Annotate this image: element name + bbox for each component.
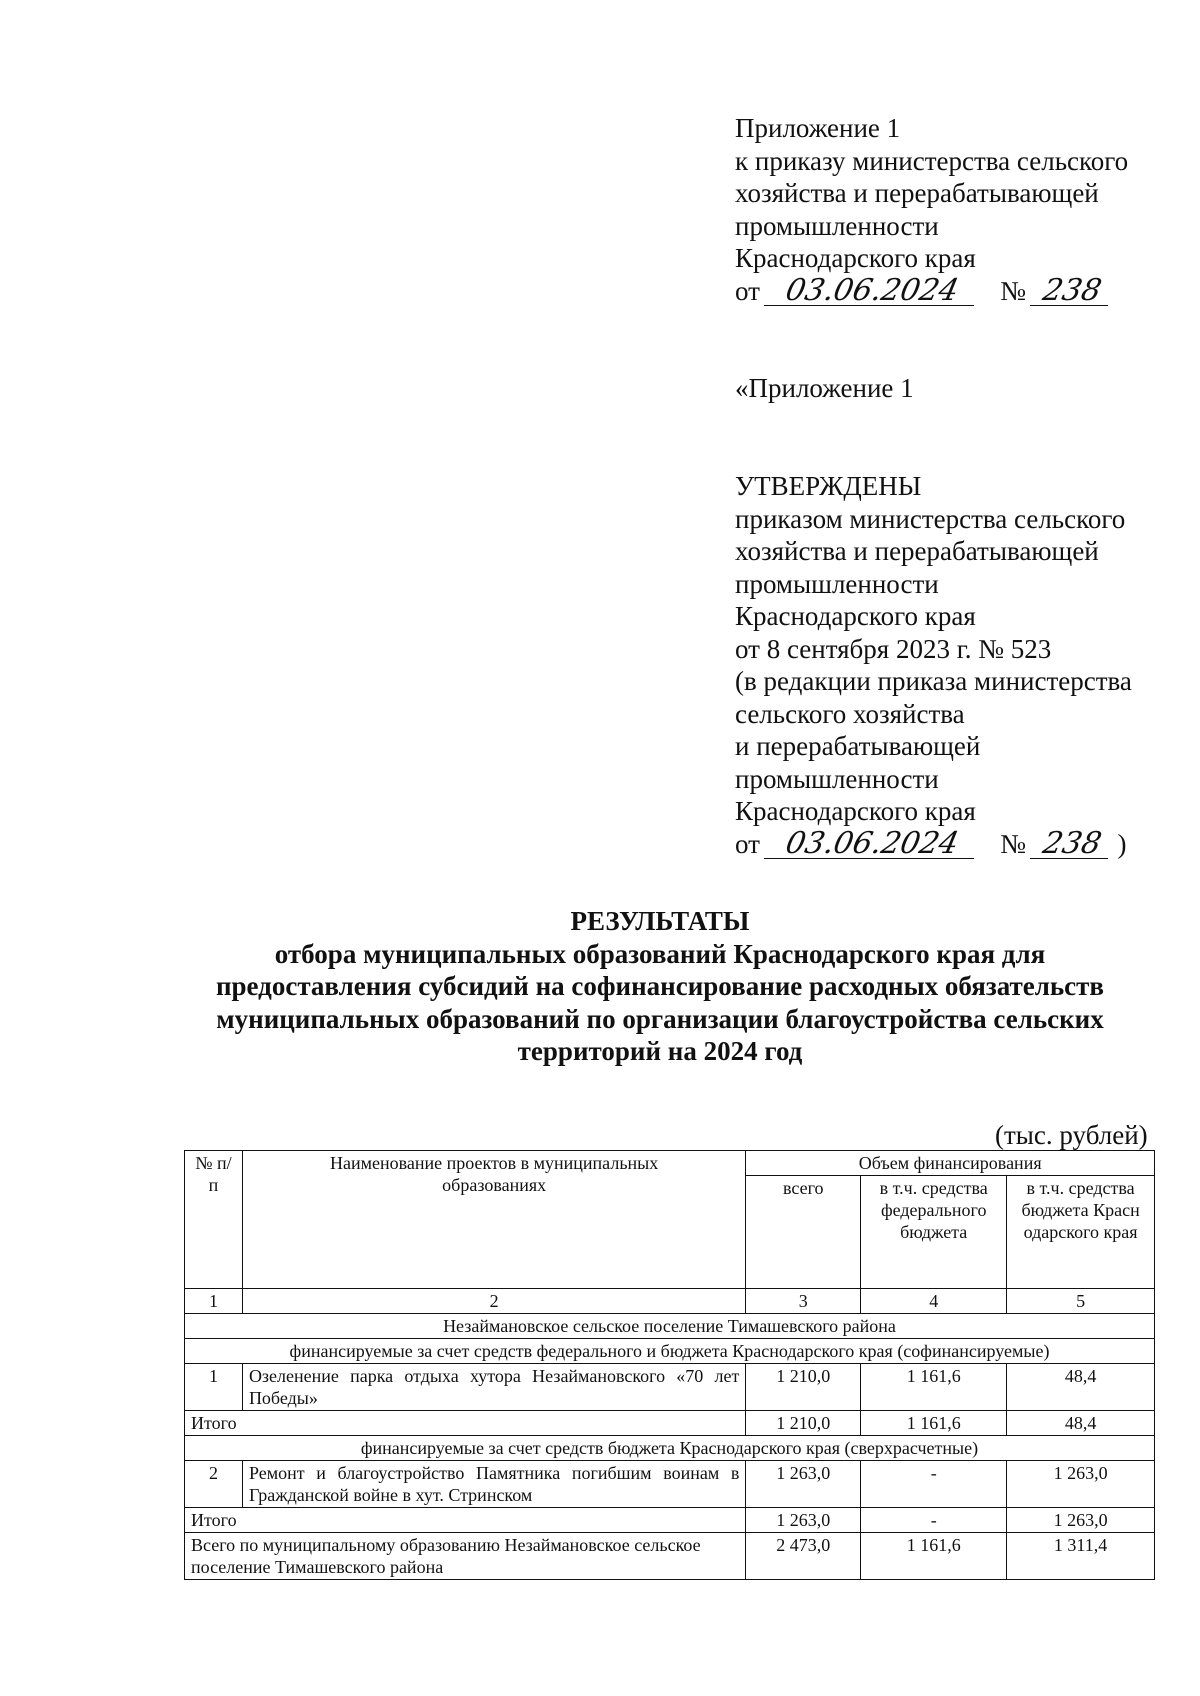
attachment-line: к приказу министерства сельского (735, 145, 1129, 176)
subtotal-federal: 1 161,6 (861, 1411, 1007, 1436)
municipality-row (185, 1314, 1155, 1339)
row-total: 1 263,0 (746, 1461, 861, 1508)
handwritten-number: 238 (1030, 277, 1114, 306)
municipality-name: Незаймановское сельское поселение Тимашевского района (185, 1314, 1155, 1339)
title-line: предоставления субсидий на софинансирование расходных обязательств (215, 971, 1105, 1001)
quote-line: «Приложение 1 (735, 373, 914, 403)
row-federal: 1 161,6 (861, 1364, 1007, 1411)
approved-line: и перерабатывающей (735, 731, 981, 761)
column-number-row (185, 1289, 1155, 1314)
header-funding: Объем финансирования (746, 1151, 1155, 1176)
section-title-row (185, 1436, 1155, 1461)
col-number: 4 (861, 1289, 1007, 1314)
header-name: Наименование проектов в муниципальных образованиях (242, 1151, 745, 1289)
title-heading: РЕЗУЛЬТАТЫ (570, 906, 750, 936)
approved-line: сельского хозяйства (735, 698, 965, 729)
table-row (185, 1461, 1155, 1508)
approved-line: (в редакции приказа министерства (735, 666, 1132, 696)
approved-line: приказом министерства сельского (735, 503, 1126, 534)
approved-heading: УТВЕРЖДЕНЫ (735, 471, 922, 501)
row-name: Ремонт и благоустройство Памятника погибшим воинам в Гражданской войне в хут. Стринском (242, 1461, 745, 1508)
row-federal: - (861, 1461, 1007, 1508)
grand-total-row (185, 1533, 1155, 1580)
header-row (185, 1151, 1155, 1176)
number-prefix: № (1000, 828, 1026, 859)
attachment-block (735, 112, 1175, 307)
attachment-line: Приложение 1 (735, 113, 901, 143)
grand-total-total: 2 473,0 (746, 1533, 861, 1580)
row-name: Озеленение парка отдыха хутора Незаймановского «70 лет Победы» (242, 1364, 745, 1411)
row-num: 2 (185, 1461, 243, 1508)
attachment-line: хозяйства и перерабатывающей (735, 178, 1099, 208)
subtotal-regional: 1 263,0 (1007, 1508, 1155, 1533)
header-regional: в т.ч. средства бюджета Краснодарского края (1007, 1176, 1155, 1289)
header-federal: в т.ч. средства федерального бюджета (861, 1176, 1007, 1289)
subtotal-label: Итого (185, 1508, 746, 1533)
title-line: отбора муниципальных образований Краснодарского края для (274, 938, 1046, 969)
handwritten-date: 03.06.2024 (764, 830, 980, 859)
closing-paren: ) (1117, 828, 1127, 859)
grand-total-federal: 1 161,6 (861, 1533, 1007, 1580)
attachment-date-line (735, 272, 1175, 308)
title-line: муниципальных образований по организации благоустройства сельских (216, 1003, 1104, 1034)
row-regional: 1 263,0 (1007, 1461, 1155, 1508)
approved-line: промышленности (735, 763, 939, 794)
header-total: всего (746, 1176, 861, 1289)
col-number: 2 (242, 1289, 745, 1314)
date-prefix: от (735, 828, 760, 859)
subtotal-label: Итого (185, 1411, 746, 1436)
results-table (184, 1150, 1155, 1580)
approved-line: Краснодарского края (735, 796, 976, 826)
subtotal-total: 1 263,0 (746, 1508, 861, 1533)
grand-total-regional: 1 311,4 (1007, 1533, 1155, 1580)
table-row (185, 1364, 1155, 1411)
document-title (160, 905, 1160, 1068)
col-number: 3 (746, 1289, 861, 1314)
section-title-row (185, 1339, 1155, 1364)
row-num: 1 (185, 1364, 243, 1411)
number-prefix: № (1000, 275, 1026, 306)
title-line: территорий на 2024 год (517, 1036, 803, 1066)
approved-block (735, 470, 1175, 860)
row-regional: 48,4 (1007, 1364, 1155, 1411)
approved-line: промышленности (735, 568, 939, 599)
subtotal-total: 1 210,0 (746, 1411, 861, 1436)
handwritten-date: 03.06.2024 (764, 277, 980, 306)
approved-date-line (735, 825, 1175, 861)
approved-line: Краснодарского края (735, 601, 976, 631)
attachment-line: Краснодарского края (735, 243, 976, 273)
subtotal-row (185, 1508, 1155, 1533)
approved-line: от 8 сентября 2023 г. № 523 (735, 633, 1052, 664)
unit-label: (тыс. рублей) (995, 1120, 1148, 1150)
grand-total-label: Всего по муниципальному образованию Незаймановское сельское поселение Тимашевского района (185, 1533, 746, 1580)
row-total: 1 210,0 (746, 1364, 861, 1411)
header-num: № п/п (185, 1151, 243, 1289)
col-number: 5 (1007, 1289, 1155, 1314)
subtotal-federal: - (861, 1508, 1007, 1533)
subtotal-row (185, 1411, 1155, 1436)
date-prefix: от (735, 275, 760, 306)
attachment-line: промышленности (735, 210, 939, 241)
subtotal-regional: 48,4 (1007, 1411, 1155, 1436)
handwritten-number: 238 (1030, 830, 1114, 859)
quote-block (735, 372, 1175, 405)
col-number: 1 (185, 1289, 243, 1314)
section-title: финансируемые за счет средств бюджета Краснодарского края (сверхрасчетные) (185, 1436, 1155, 1461)
approved-line: хозяйства и перерабатывающей (735, 536, 1099, 566)
section-title: финансируемые за счет средств федерального и бюджета Краснодарского края (софинансируемые) (185, 1339, 1155, 1364)
